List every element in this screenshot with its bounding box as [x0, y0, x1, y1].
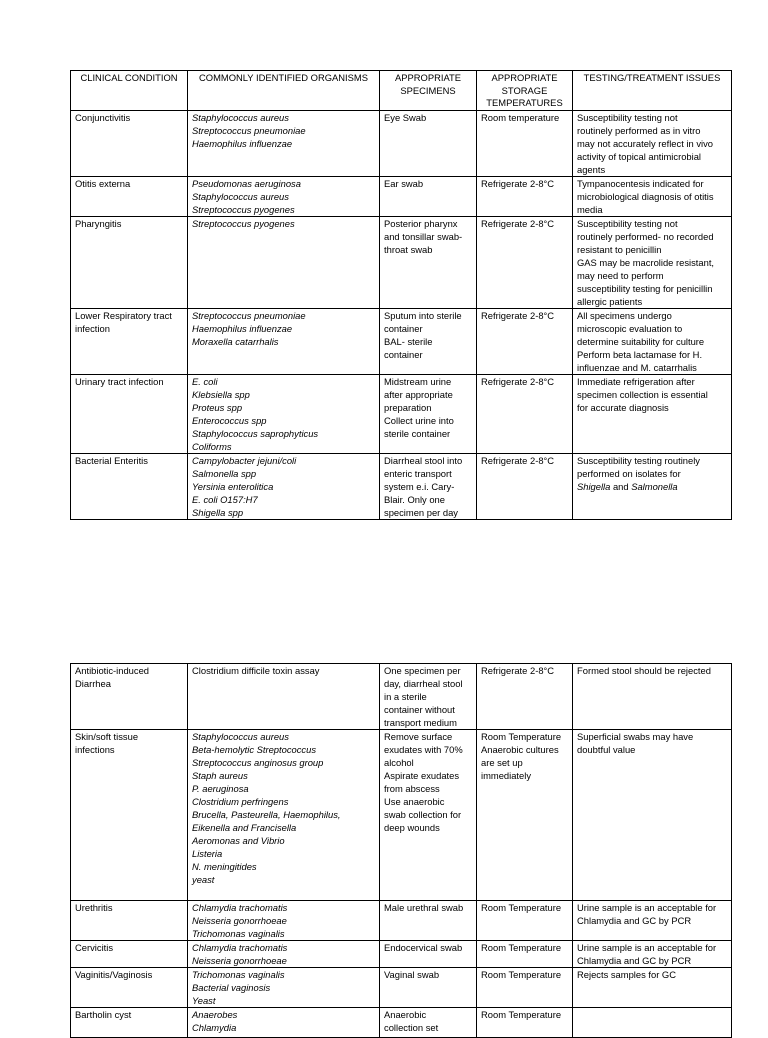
storage-cell-line: Room Temperature: [481, 731, 562, 742]
specimens-cell-line: Remove surface: [384, 731, 453, 742]
issues-cell-line: performed on isolates for: [577, 468, 681, 479]
issues-cell-line: determine suitability for culture: [577, 336, 705, 347]
organisms-cell: [188, 901, 380, 941]
organisms-cell-line: N. meningitides: [192, 861, 257, 872]
issues-cell: [573, 730, 732, 901]
organisms-cell-line: Eikenella and Francisella: [192, 822, 297, 833]
specimens-cell-line: preparation: [384, 402, 432, 413]
issues-cell: [573, 375, 732, 454]
table-row: [71, 901, 732, 941]
organisms-cell-line: Streptococcus pyogenes: [192, 204, 295, 215]
specimens-cell-line: specimen per day: [384, 507, 458, 518]
issues-cell-line: Susceptibility testing not: [577, 112, 678, 123]
condition-cell: [71, 217, 188, 309]
condition-cell: [71, 177, 188, 217]
issues-cell-line: susceptibility testing for penicillin: [577, 283, 713, 294]
specimens-cell-line: alcohol: [384, 757, 414, 768]
header-clinical-condition: CLINICAL CONDITION: [71, 71, 188, 111]
specimens-cell-line: Sputum into sterile: [384, 310, 462, 321]
condition-cell: [71, 375, 188, 454]
organisms-cell-line: Pseudomonas aeruginosa: [192, 178, 301, 189]
issues-cell: [573, 941, 732, 968]
storage-cell-line: Room Temperature: [481, 942, 562, 953]
organisms-cell-line: Streptococcus pneumoniae: [192, 310, 306, 321]
specimens-cell-line: day, diarrheal stool: [384, 678, 463, 689]
table-row: [71, 730, 732, 901]
specimens-cell-line: and tonsillar swab-: [384, 231, 463, 242]
condition-cell-line: Lower Respiratory tract: [75, 310, 172, 321]
conjunction: and: [610, 481, 632, 492]
specimens-cell-line: Anaerobic: [384, 1009, 427, 1020]
issues-cell-line: influenzae and M. catarrhalis: [577, 362, 697, 373]
issues-cell-line: for accurate diagnosis: [577, 402, 669, 413]
storage-cell-line: Refrigerate 2-8°C: [481, 310, 555, 321]
specimens-cell-line: deep wounds: [384, 822, 440, 833]
condition-cell-line: Cervicitis: [75, 942, 114, 953]
issues-cell: [573, 454, 732, 520]
organisms-cell-line: Proteus spp: [192, 402, 243, 413]
organisms-cell: [188, 730, 380, 901]
storage-cell: [477, 941, 573, 968]
organisms-cell-line: Staph aureus: [192, 770, 248, 781]
condition-cell-line: Diarrhea: [75, 678, 111, 689]
condition-cell-line: Antibiotic-induced: [75, 665, 150, 676]
organisms-cell: [188, 968, 380, 1008]
header-issues: TESTING/TREATMENT ISSUES: [573, 71, 732, 111]
condition-cell: [71, 941, 188, 968]
organism-name: Salmonella: [631, 481, 678, 492]
condition-cell: [71, 968, 188, 1008]
organisms-cell-line: Chlamydia trachomatis: [192, 902, 288, 913]
organisms-cell-line: Staphylococcus saprophyticus: [192, 428, 319, 439]
specimens-cell-line: in a sterile: [384, 691, 427, 702]
storage-cell-line: Anaerobic cultures: [481, 744, 559, 755]
specimens-cell-line: Use anaerobic: [384, 796, 445, 807]
condition-cell-line: Bartholin cyst: [75, 1009, 132, 1020]
specimens-cell-line: Blair. Only one: [384, 494, 445, 505]
table-header-row: [71, 71, 732, 111]
issues-cell-line: Perform beta lactamase for H.: [577, 349, 703, 360]
specimens-cell: [380, 664, 477, 730]
organisms-cell-line: Neisseria gonorrhoeae: [192, 915, 287, 926]
condition-cell-line: Bacterial Enteritis: [75, 455, 148, 466]
organisms-cell-line: Yeast: [192, 995, 216, 1006]
specimens-cell-line: Endocervical swab: [384, 942, 463, 953]
organisms-cell: [188, 664, 380, 730]
organisms-cell-line: Beta-hemolytic Streptococcus: [192, 744, 317, 755]
organisms-cell-line: Streptococcus pyogenes: [192, 218, 295, 229]
issues-cell: [573, 1008, 732, 1038]
specimens-cell-line: Collect urine into: [384, 415, 454, 426]
specimens-cell: [380, 111, 477, 177]
condition-cell-line: Vaginitis/Vaginosis: [75, 969, 153, 980]
table-row: [71, 454, 732, 520]
condition-cell: [71, 309, 188, 375]
storage-cell-line: Refrigerate 2-8°C: [481, 665, 555, 676]
organism-name: Shigella: [577, 481, 611, 492]
specimens-cell-line: Vaginal swab: [384, 969, 440, 980]
condition-cell: [71, 730, 188, 901]
specimens-cell-line: collection set: [384, 1022, 439, 1033]
issues-cell-line: microbiological diagnosis of otitis: [577, 191, 714, 202]
storage-cell-line: immediately: [481, 770, 532, 781]
specimens-cell: [380, 1008, 477, 1038]
issues-cell-line: Formed stool should be rejected: [577, 665, 711, 676]
specimens-cell-line: Diarrheal stool into: [384, 455, 463, 466]
organisms-cell-line: Staphylococcus aureus: [192, 191, 289, 202]
issues-cell-line: Urine sample is an acceptable for: [577, 902, 717, 913]
issues-cell-line: media: [577, 204, 603, 215]
specimens-cell-line: container without: [384, 704, 455, 715]
organisms-cell-line: Chlamydia: [192, 1022, 237, 1033]
issues-cell: [573, 968, 732, 1008]
storage-cell-line: Refrigerate 2-8°C: [481, 178, 555, 189]
organisms-cell-line: Moraxella catarrhalis: [192, 336, 279, 347]
specimens-cell-line: Midstream urine: [384, 376, 452, 387]
organisms-cell-line: Haemophilus influenzae: [192, 138, 293, 149]
condition-cell-line: infections: [75, 744, 115, 755]
issues-cell: [573, 177, 732, 217]
issues-cell: [573, 309, 732, 375]
storage-cell-line: Room temperature: [481, 112, 560, 123]
storage-cell-line: are set up: [481, 757, 523, 768]
issues-cell-line: resistant to penicillin: [577, 244, 662, 255]
organisms-cell-line: Klebsiella spp: [192, 389, 250, 400]
organisms-cell: [188, 309, 380, 375]
issues-cell-line: specimen collection is essential: [577, 389, 708, 400]
condition-cell-line: Otitis externa: [75, 178, 131, 189]
table-row: [71, 664, 732, 730]
condition-cell-line: Skin/soft tissue: [75, 731, 139, 742]
storage-cell-line: Refrigerate 2-8°C: [481, 376, 555, 387]
organisms-cell: [188, 375, 380, 454]
specimens-cell-line: BAL- sterile: [384, 336, 433, 347]
specimens-cell-line: Aspirate exudates: [384, 770, 460, 781]
specimens-cell-line: Posterior pharynx: [384, 218, 458, 229]
issues-cell-line: Immediate refrigeration after: [577, 376, 695, 387]
condition-cell-line: Pharyngitis: [75, 218, 122, 229]
issues-cell-line: routinely performed as in vitro: [577, 125, 701, 136]
organisms-cell: [188, 177, 380, 217]
specimens-cell-line: container: [384, 349, 423, 360]
condition-cell: [71, 664, 188, 730]
organisms-cell-line: Staphylococcus aureus: [192, 731, 289, 742]
issues-cell-line: microscopic evaluation to: [577, 323, 683, 334]
condition-cell: [71, 111, 188, 177]
organisms-cell-line: Trichomonas vaginalis: [192, 928, 285, 939]
organisms-cell-line: E. coli O157:H7: [192, 494, 258, 505]
specimens-cell-line: exudates with 70%: [384, 744, 463, 755]
storage-cell-line: Refrigerate 2-8°C: [481, 455, 555, 466]
specimens-cell: [380, 730, 477, 901]
organisms-cell-line: Listeria: [192, 848, 223, 859]
specimens-cell-line: container: [384, 323, 423, 334]
organisms-cell: [188, 1008, 380, 1038]
table-row: [71, 217, 732, 309]
table-row: [71, 111, 732, 177]
issues-cell-line: Rejects samples for GC: [577, 969, 676, 980]
organisms-cell-line: Enterococcus spp: [192, 415, 267, 426]
issues-cell-line: routinely performed- no recorded: [577, 231, 714, 242]
specimens-cell-line: Eye Swab: [384, 112, 427, 123]
organisms-cell-line: Trichomonas vaginalis: [192, 969, 285, 980]
organism-table-top: [70, 70, 732, 520]
header-specimens: APPROPRIATE SPECIMENS: [380, 71, 477, 111]
issues-cell: [573, 664, 732, 730]
organisms-cell: [188, 454, 380, 520]
table-row: [71, 309, 732, 375]
table-row: [71, 177, 732, 217]
organisms-cell-line: Haemophilus influenzae: [192, 323, 293, 334]
storage-cell: [477, 111, 573, 177]
storage-cell: [477, 309, 573, 375]
issues-cell: [573, 111, 732, 177]
specimens-cell-line: enteric transport: [384, 468, 452, 479]
specimens-cell-line: transport medium: [384, 717, 457, 728]
issues-cell-line: Susceptibility testing routinely: [577, 455, 700, 466]
specimens-cell-line: after appropriate: [384, 389, 453, 400]
organisms-cell-line: E. coli: [192, 376, 218, 387]
specimens-cell-line: system e.i. Cary-: [384, 481, 455, 492]
organisms-cell-line: Streptococcus pneumoniae: [192, 125, 306, 136]
organisms-cell-line: P. aeruginosa: [192, 783, 249, 794]
specimens-cell: [380, 941, 477, 968]
table-row: [71, 941, 732, 968]
issues-cell-line: [577, 480, 727, 493]
storage-cell-line: Room Temperature: [481, 902, 562, 913]
organisms-cell: [188, 941, 380, 968]
condition-cell: [71, 1008, 188, 1038]
storage-cell: [477, 177, 573, 217]
issues-cell-line: may not accurately reflect in vivo: [577, 138, 713, 149]
issues-cell: [573, 901, 732, 941]
table-row: [71, 1008, 732, 1038]
issues-cell-line: Tympanocentesis indicated for: [577, 178, 704, 189]
specimens-cell: [380, 217, 477, 309]
specimens-cell-line: throat swab: [384, 244, 433, 255]
organisms-cell-line: Neisseria gonorrhoeae: [192, 955, 287, 966]
organisms-cell-line: Bacterial vaginosis: [192, 982, 271, 993]
organisms-cell-line: Campylobacter jejuni/coli: [192, 455, 297, 466]
organisms-cell-line: Staphylococcus aureus: [192, 112, 289, 123]
storage-cell: [477, 217, 573, 309]
storage-cell-line: Room Temperature: [481, 969, 562, 980]
organisms-cell: [188, 111, 380, 177]
organisms-cell-line: Yersinia enterolitica: [192, 481, 274, 492]
storage-cell: [477, 730, 573, 901]
condition-cell-line: infection: [75, 323, 110, 334]
issues-cell-line: may need to perform: [577, 270, 664, 281]
specimens-cell-line: One specimen per: [384, 665, 461, 676]
issues-cell-line: agents: [577, 164, 606, 175]
condition-cell-line: Conjunctivitis: [75, 112, 131, 123]
issues-cell: [573, 217, 732, 309]
organisms-cell-line: Coliforms: [192, 441, 232, 452]
issues-cell-line: Urine sample is an acceptable for: [577, 942, 717, 953]
issues-cell-line: Susceptibility testing not: [577, 218, 678, 229]
condition-cell-line: Urethritis: [75, 902, 113, 913]
issues-cell-line: activity of topical antimicrobial: [577, 151, 702, 162]
organisms-cell: [188, 217, 380, 309]
condition-cell-line: Urinary tract infection: [75, 376, 164, 387]
storage-cell: [477, 968, 573, 1008]
storage-cell: [477, 664, 573, 730]
condition-cell: [71, 454, 188, 520]
storage-cell-line: Refrigerate 2-8°C: [481, 218, 555, 229]
header-organisms: COMMONLY IDENTIFIED ORGANISMS: [188, 71, 380, 111]
storage-cell: [477, 454, 573, 520]
organisms-cell-line: Streptococcus anginosus group: [192, 757, 324, 768]
issues-cell-line: All specimens undergo: [577, 310, 672, 321]
specimens-cell-line: from abscess: [384, 783, 440, 794]
issues-cell-line: Superficial swabs may have: [577, 731, 694, 742]
storage-cell: [477, 901, 573, 941]
organisms-cell-line: Brucella, Pasteurella, Haemophilus,: [192, 809, 341, 820]
specimens-cell-line: Ear swab: [384, 178, 424, 189]
table-row: [71, 968, 732, 1008]
specimens-cell-line: swab collection for: [384, 809, 462, 820]
specimens-cell: [380, 375, 477, 454]
issues-cell-line: allergic patients: [577, 296, 643, 307]
issues-cell-line: Chlamydia and GC by PCR: [577, 955, 692, 966]
specimens-cell: [380, 309, 477, 375]
organisms-cell-line: Anaerobes: [192, 1009, 238, 1020]
organisms-cell-line: Clostridium perfringens: [192, 796, 289, 807]
specimens-cell-line: Male urethral swab: [384, 902, 464, 913]
issues-cell-line: Chlamydia and GC by PCR: [577, 915, 692, 926]
organisms-cell-line: Salmonella spp: [192, 468, 257, 479]
storage-cell: [477, 1008, 573, 1038]
organisms-cell-line: yeast: [192, 874, 215, 885]
specimens-cell-line: sterile container: [384, 428, 451, 439]
specimens-cell: [380, 968, 477, 1008]
storage-cell-line: Room Temperature: [481, 1009, 562, 1020]
specimens-cell: [380, 901, 477, 941]
header-storage: APPROPRIATE STORAGE TEMPERATURES: [477, 71, 573, 111]
issues-cell-line: GAS may be macrolide resistant,: [577, 257, 715, 268]
organisms-cell-line: Aeromonas and Vibrio: [192, 835, 285, 846]
table-row: [71, 375, 732, 454]
organisms-cell-line: Clostridium difficile toxin assay: [192, 665, 320, 676]
condition-cell: [71, 901, 188, 941]
issues-cell-line: doubtful value: [577, 744, 636, 755]
storage-cell: [477, 375, 573, 454]
organism-table-bottom: [70, 663, 732, 1038]
specimens-cell: [380, 177, 477, 217]
organisms-cell-line: Shigella spp: [192, 507, 244, 518]
specimens-cell: [380, 454, 477, 520]
organisms-cell-line: Chlamydia trachomatis: [192, 942, 288, 953]
